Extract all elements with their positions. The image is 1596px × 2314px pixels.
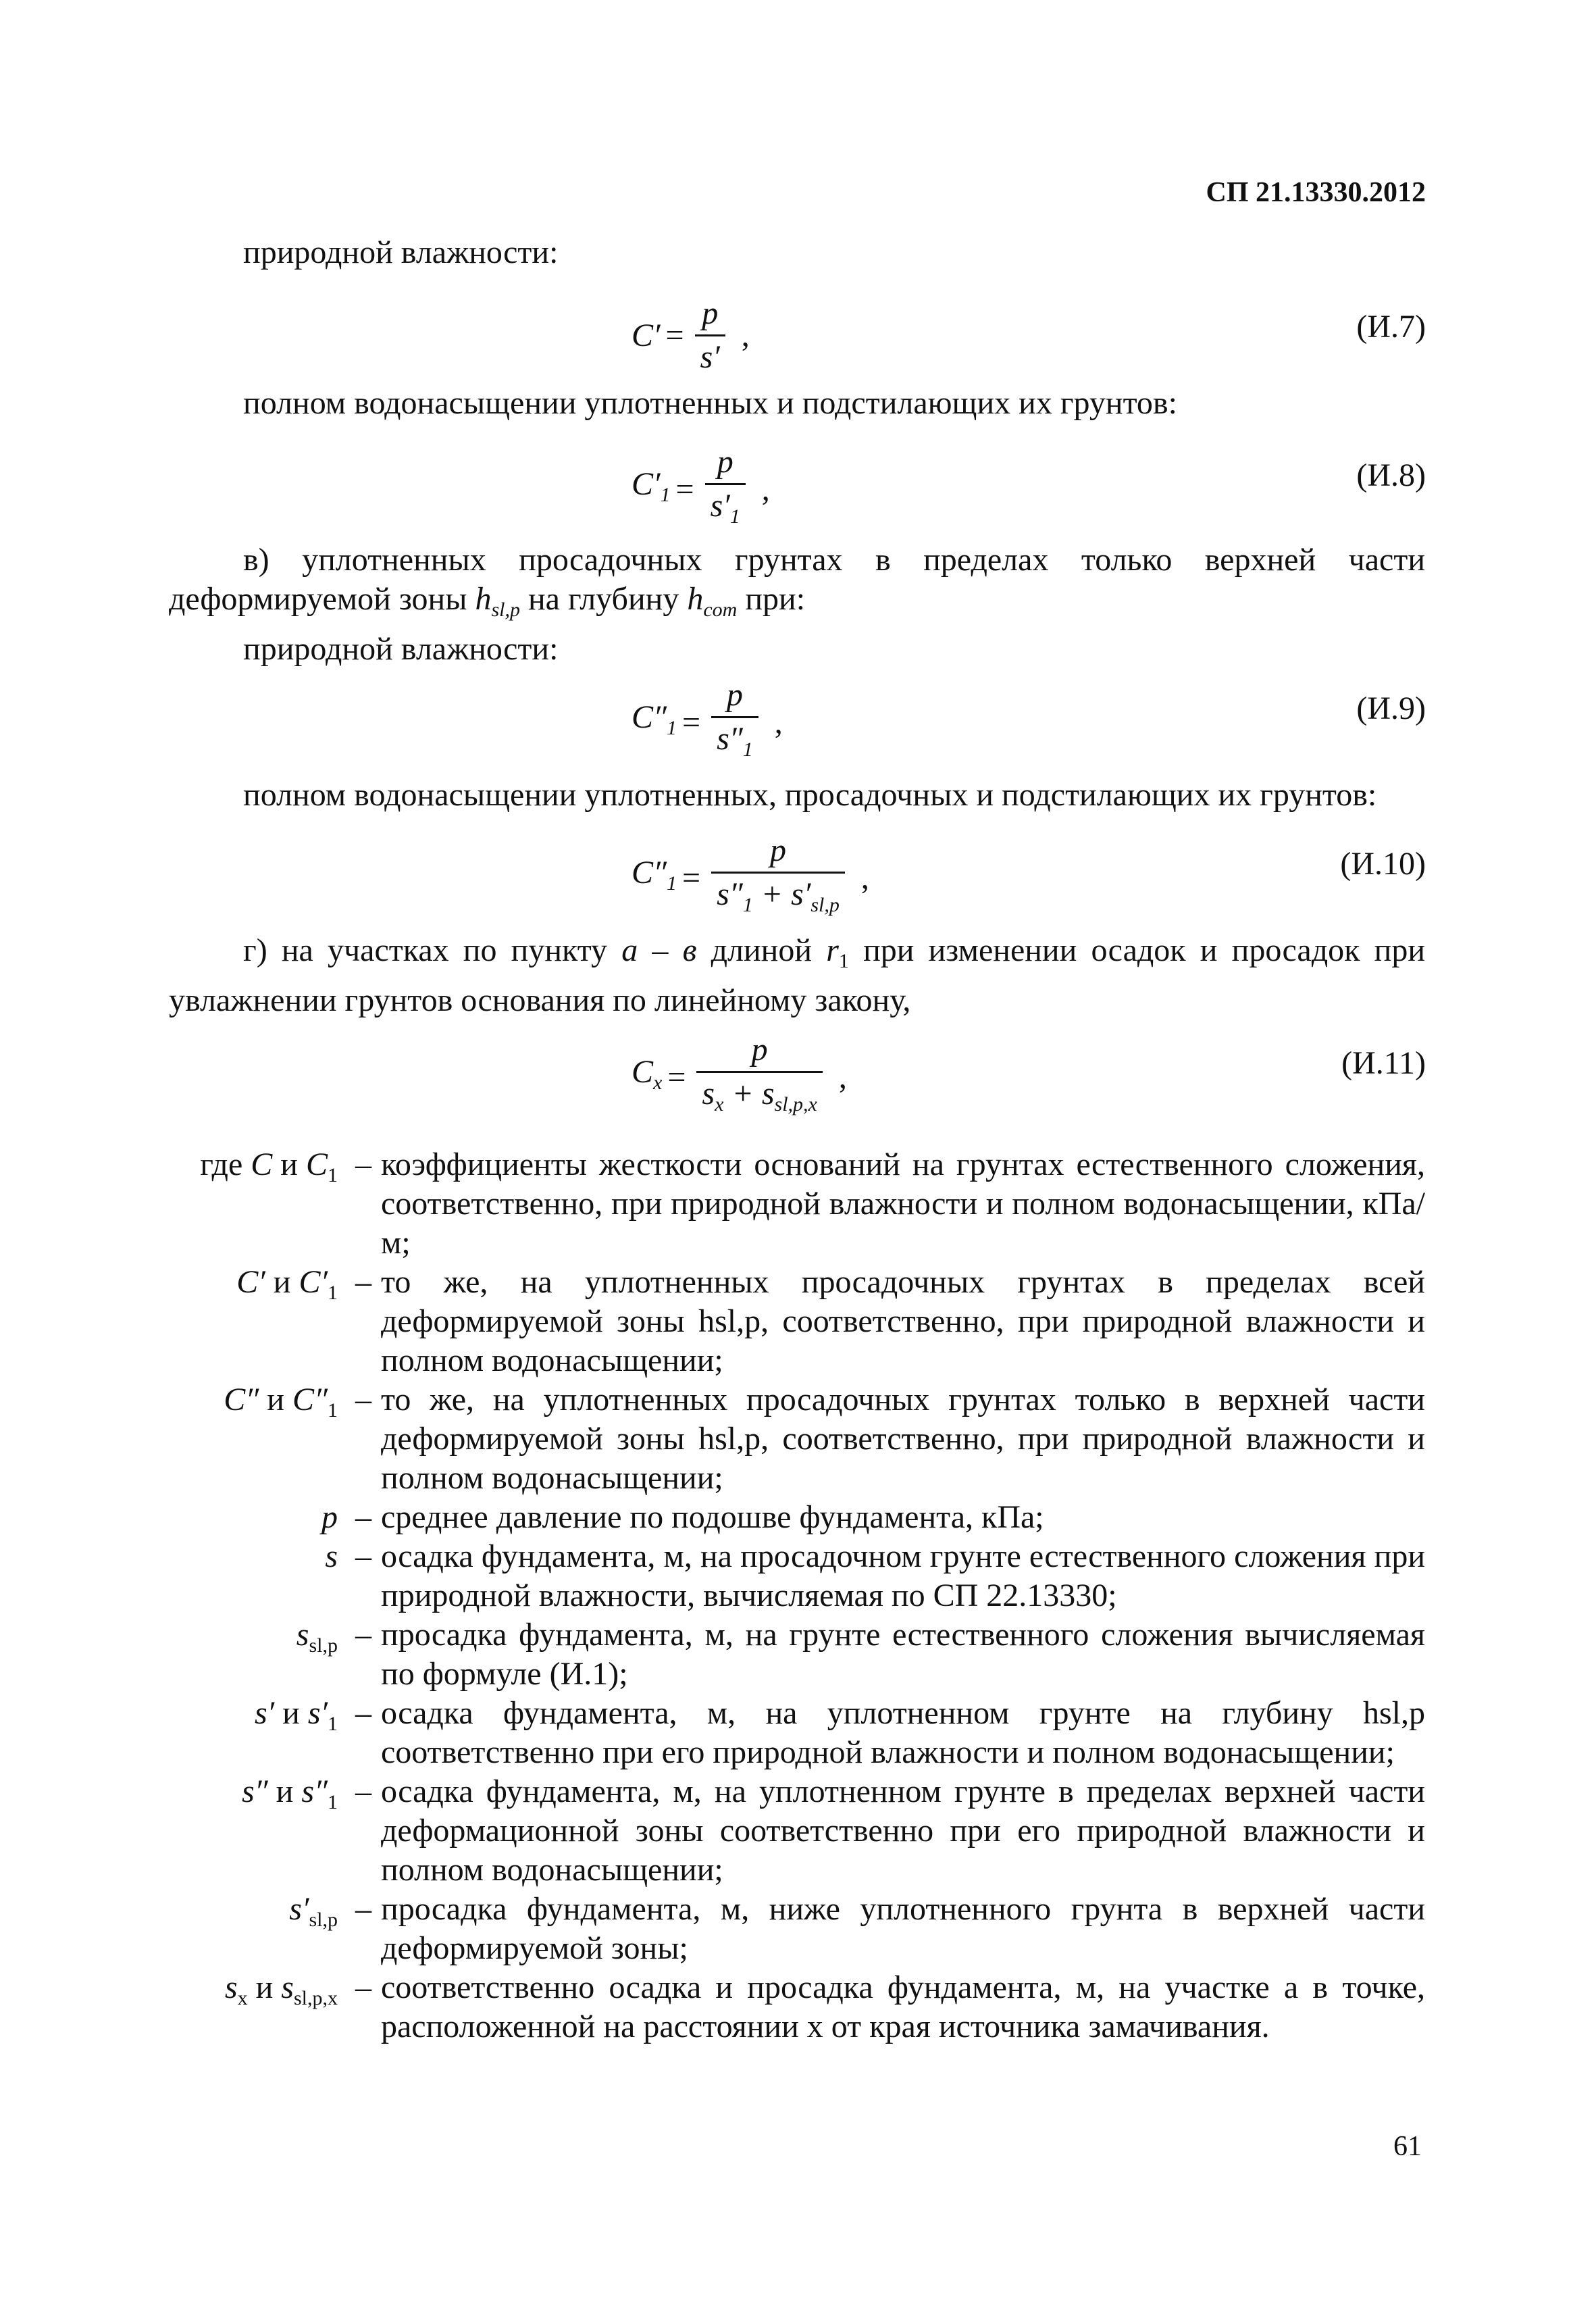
definition-symbol: где C и $C_1$ (200, 1147, 338, 1186)
definition-symbol: s′ и $s'_1$ (254, 1695, 338, 1735)
formula-lhs: $C_x$ (632, 1053, 663, 1094)
formula-denominator: $s_x + s_{sl,p,x}$ (696, 1071, 822, 1124)
formula-i11: $C_x$ = $\frac{p}{s_x + s_{sl,p,x}}$ , (И.11) (0, 1024, 1596, 1118)
formula-numerator: p (751, 1032, 768, 1067)
definition-item: $s_x$ и $s_{sl,p,x}$ – соответственно осадка и просадка фундамента, м, на участке a в точке, расположенной на расстоянии x от края источника замачивания. (169, 1968, 1425, 2046)
formula-numerator: p (702, 295, 719, 331)
formula-number: (И.9) (1356, 690, 1426, 726)
definition-item: p – среднее давление по подошве фундамента, кПа; (169, 1498, 1425, 1537)
formula-denominator: s′ (695, 334, 725, 377)
formula-i8: $C'_1$ = $\frac{p}{s'_1}$ , (И.8) (0, 436, 1596, 530)
definition-item: $s_{sl,p}$ – просадка фундамента, м, на грунте естественного сложения вычисляемая по формуле (И.1); (169, 1615, 1425, 1694)
definition-text: осадка фундамента, м, на уплотненном грунте на глубину hsl,p соответственно при его природной влажности и полном водонасыщении; (381, 1695, 1425, 1770)
formula-denominator: $s'_1$ (705, 483, 746, 536)
definition-symbol: C″ и $C''_1$ (224, 1382, 338, 1422)
page-number: 61 (1393, 2131, 1422, 2162)
definition-symbol: $s_{sl,p}$ (296, 1617, 338, 1657)
definition-symbol: s″ и $s''_1$ (241, 1774, 338, 1813)
page-code: СП 21.13330.2012 (1206, 177, 1426, 208)
definition-text: просадка фундамента, м, ниже уплотненного грунта в верхней части деформируемой зоны; (381, 1891, 1425, 1966)
definition-text: коэффициенты жесткости оснований на грунтах естественного сложения, соответственно, при природной влажности и полном водонасыщении, кПа/м; (381, 1147, 1425, 1261)
definition-text: осадка фундамента, м, на уплотненном грунте в пределах верхней части деформационной зоны соответственно при его природной влажности и полном водонасыщении; (381, 1774, 1425, 1888)
paragraph-item-v: в) уплотненных просадочных грунтах в пределах только верхней части деформируемой зоны $h_{sl,p}$ на глубину $h_{com}$ при: природной влажности: (169, 542, 1425, 667)
paragraph-full-saturation-2: полном водонасыщении уплотненных, просадочных и подстилающих их грунтов: (243, 777, 1377, 813)
definition-symbol: C′ и $C'_1$ (236, 1264, 338, 1304)
formula-numerator: p (717, 444, 733, 480)
formula-i9: $C''_1$ = $\frac{p}{s''_1}$ , (И.9) (0, 669, 1596, 763)
definition-text: осадка фундамента, м, на просадочном грунте естественного сложения при природной влажности, вычисляемая по СП 22.13330; (381, 1538, 1425, 1613)
formula-denominator: $s''_1 + s'_{sl,p}$ (711, 872, 845, 925)
definition-symbol: $s_x$ и $s_{sl,p,x}$ (224, 1969, 338, 2009)
definition-item: $s'_{sl,p}$ – просадка фундамента, м, ниже уплотненного грунта в верхней части деформируемой зоны; (169, 1890, 1425, 1968)
formula-i7: C′ = $\frac{p}{s'}$ , (И.7) (0, 287, 1596, 382)
definition-symbol: p (321, 1499, 338, 1535)
definition-item: s′ и $s'_1$ – осадка фундамента, м, на уплотненном грунте на глубину hsl,p соответственно при его природной влажности и полном водонасыщении; (169, 1694, 1425, 1772)
formula-numerator: p (769, 832, 786, 868)
formula-i10: $C''_1$ = $\frac{p}{s''_1 + s'_{sl,p}}$ , (И.10) (0, 824, 1596, 919)
formula-number: (И.11) (1341, 1045, 1426, 1081)
definition-item: s – осадка фундамента, м, на просадочном грунте естественного сложения при природной влажности, вычисляемая по СП 22.13330; (169, 1537, 1425, 1615)
definition-text: то же, на уплотненных просадочных грунтах в пределах всей деформируемой зоны hsl,p, соответственно, при природной влажности и полном водонасыщении; (381, 1264, 1425, 1378)
formula-numerator: p (726, 677, 743, 713)
definition-symbol: s (325, 1538, 338, 1574)
formula-number: (И.10) (1340, 846, 1426, 882)
definitions-list (169, 1145, 1425, 2046)
definition-item: где C и $C_1$ – коэффициенты жесткости оснований на грунтах естественного сложения, соответственно, при природной влажности и полном водонасыщении, кПа/м; (169, 1145, 1425, 1263)
formula-lhs: C′ (632, 317, 661, 353)
formula-number: (И.8) (1356, 457, 1426, 493)
definition-item: C″ и $C''_1$ – то же, на уплотненных просадочных грунтах только в верхней части деформируемой зоны hsl,p, соответственно, при природной влажности и полном водонасыщении; (169, 1380, 1425, 1498)
paragraph-full-saturation-1: полном водонасыщении уплотненных и подстилающих их грунтов: (243, 385, 1177, 421)
definition-text: то же, на уплотненных просадочных грунтах только в верхней части деформируемой зоны hsl,p, соответственно, при природной влажности и полном водонасыщении; (381, 1382, 1425, 1496)
formula-number: (И.7) (1356, 309, 1426, 345)
formula-denominator: $s''_1$ (711, 716, 758, 770)
formula-lhs: $C''_1$ (632, 699, 677, 739)
definition-text: соответственно осадка и просадка фундамента, м, на участке a в точке, расположенной на расстоянии x от края источника замачивания. (381, 1969, 1425, 2044)
definition-text: среднее давление по подошве фундамента, кПа; (381, 1499, 1044, 1535)
definition-text: просадка фундамента, м, на грунте естественного сложения вычисляемая по формуле (И.1); (381, 1617, 1425, 1692)
paragraph-item-g: г) на участках по пункту а – в длиной $r_1$ при изменении осадок и просадок при увлажнении грунтов основания по линейному закону, (169, 932, 1426, 1018)
definition-item: C′ и $C'_1$ – то же, на уплотненных просадочных грунтах в пределах всей деформируемой зоны hsl,p, соответственно, при природной влажности и полном водонасыщении; (169, 1263, 1425, 1380)
paragraph-natural-moisture-1: природной влажности: (243, 234, 559, 270)
formula-lhs: $C''_1$ (632, 854, 677, 895)
formula-lhs: $C'_1$ (632, 466, 671, 506)
definition-item: s″ и $s''_1$ – осадка фундамента, м, на уплотненном грунте в пределах верхней части деформационной зоны соответственно при его природной влажности и полном водонасыщении; (169, 1772, 1425, 1890)
definition-symbol: $s'_{sl,p}$ (289, 1891, 338, 1931)
